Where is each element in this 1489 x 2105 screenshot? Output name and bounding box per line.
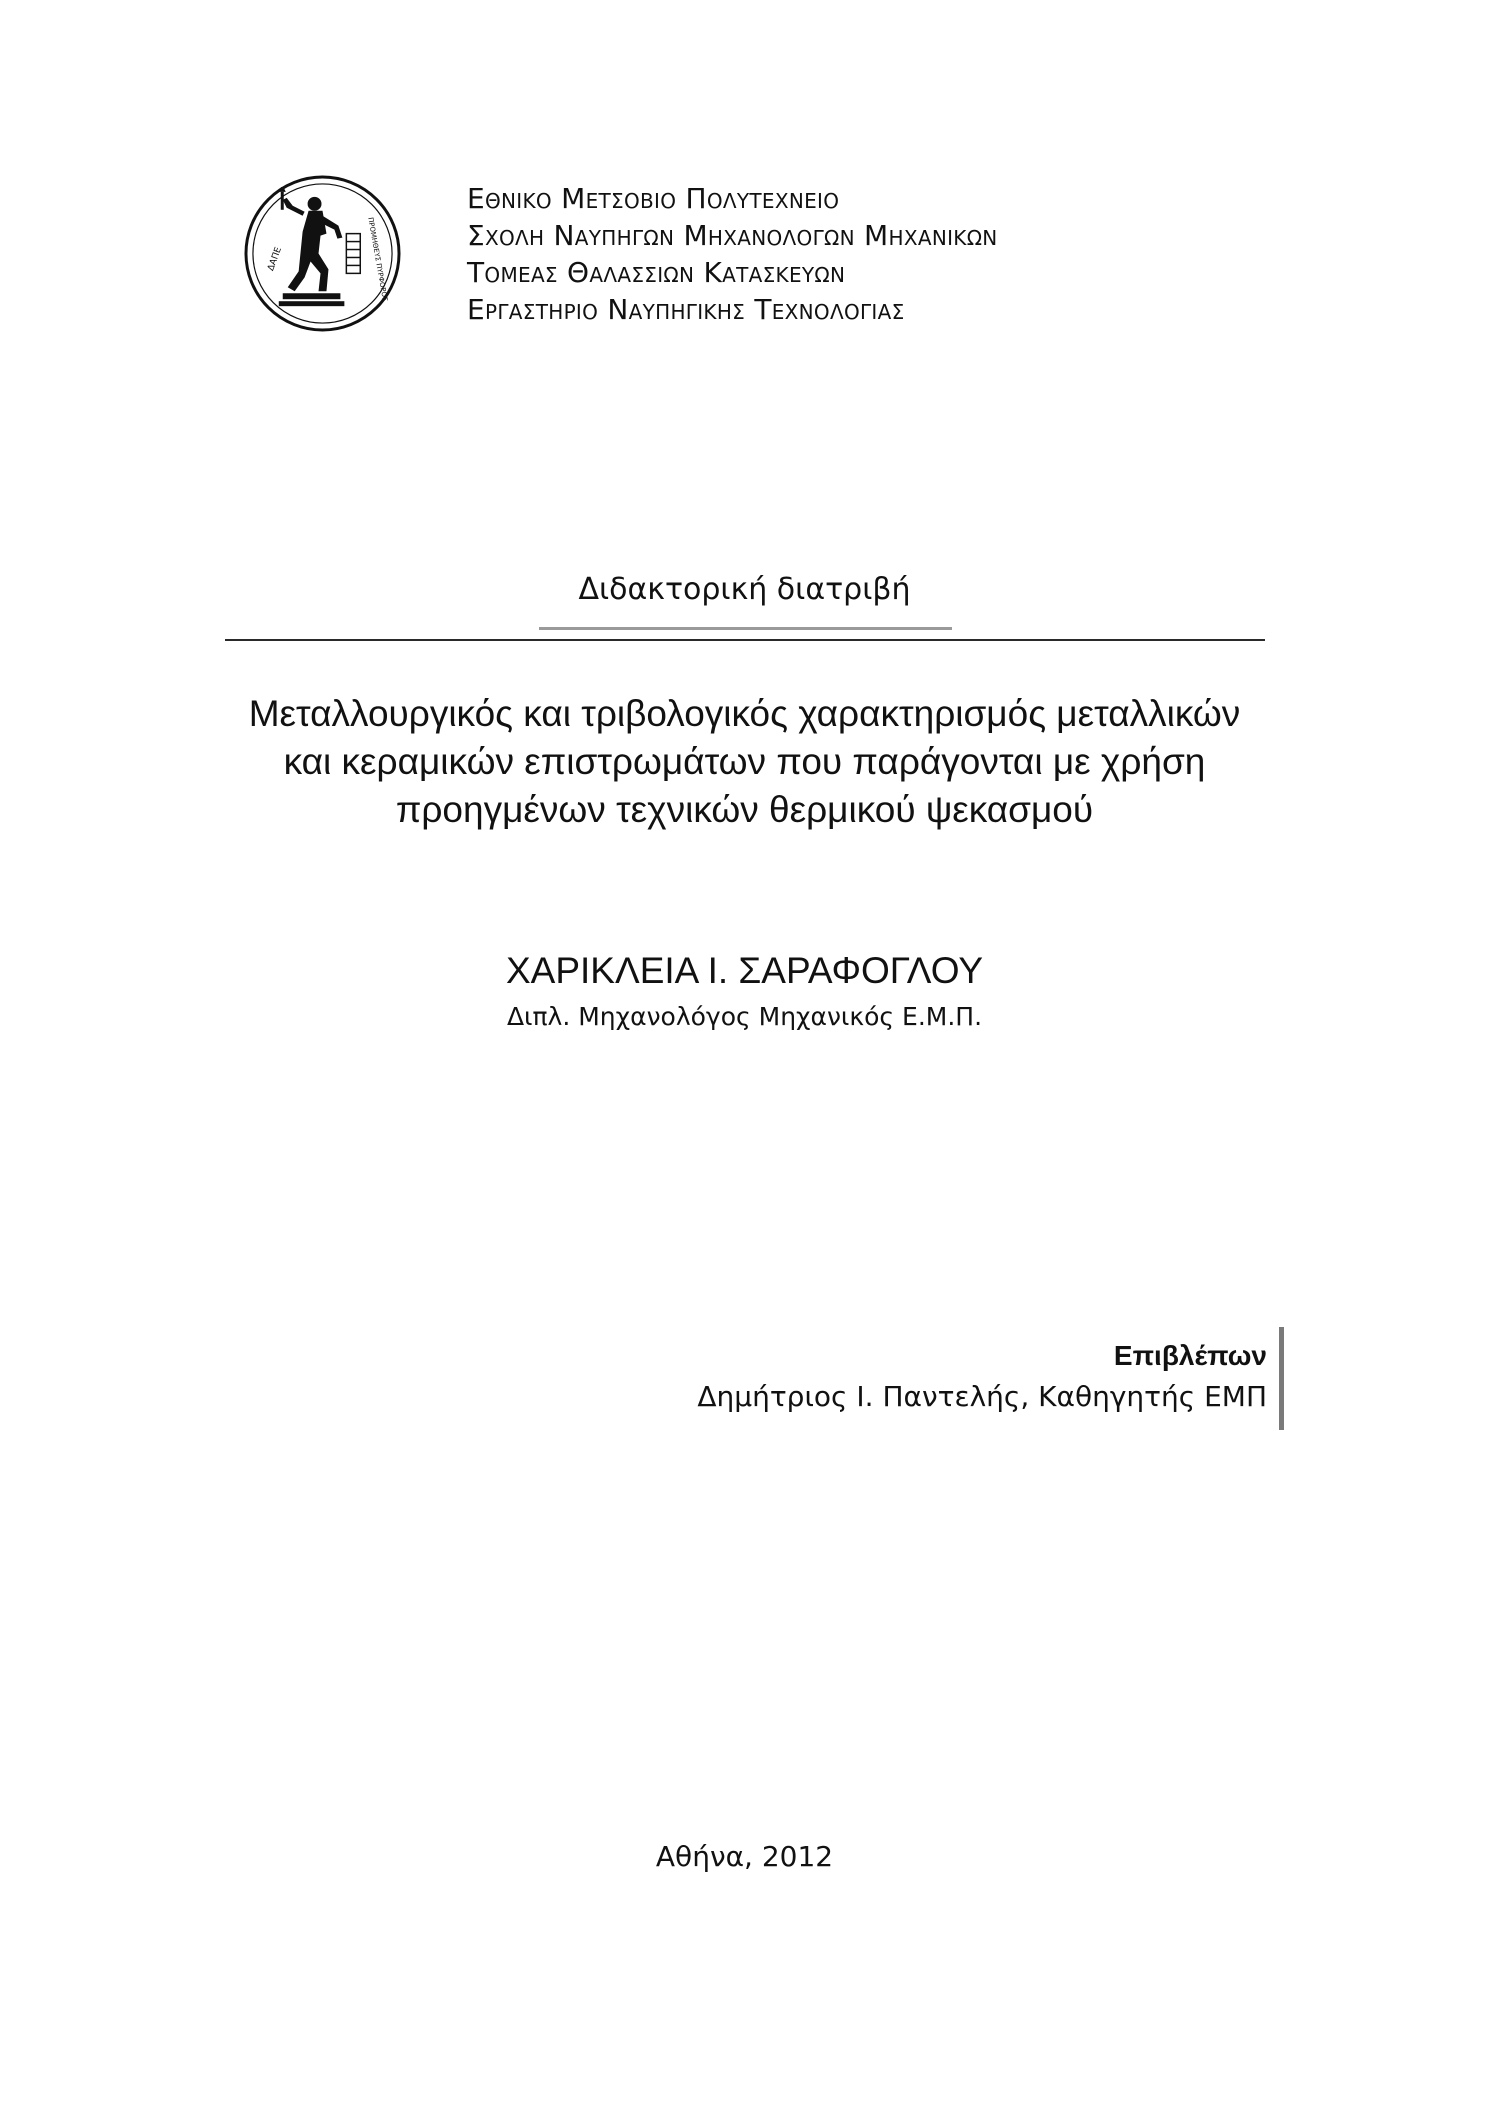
institution-laboratory: Εργαστηριο Ναυπηγικης Τεχνολογιας: [467, 293, 905, 326]
supervisor-accent-bar: [1279, 1327, 1284, 1430]
seal-inscription-left: ΔΑΠΕ: [266, 245, 285, 273]
place-and-year: Αθήνα, 2012: [655, 1840, 834, 1873]
document-type: Διδακτορική διατριβή: [578, 572, 911, 607]
institution-university: Εθνικο Μετσοβιο Πολυτεχνειο: [467, 182, 840, 215]
author-degree: Διπλ. Μηχανολόγος Μηχανικός Ε.Μ.Π.: [506, 1002, 983, 1031]
seal-inscription-right: ΠΡΟΜΗΘΕΥΣ ΠΥΡΦΟΡΟΣ: [366, 216, 389, 303]
divider-short: [539, 627, 952, 630]
supervisor-name: Δημήτριος Ι. Παντελής, Καθηγητής ΕΜΠ: [697, 1380, 1267, 1413]
thesis-title-line-1: Μεταλλουργικός και τριβολογικός χαρακτηρισμός μεταλλικών: [248, 693, 1241, 734]
thesis-title-line-2: και κεραμικών επιστρωμάτων που παράγονται με χρήση: [283, 741, 1206, 782]
institution-sector: Τομεας Θαλασσιων Κατασκευων: [467, 256, 846, 289]
divider-long: [225, 639, 1265, 641]
thesis-title-line-3: προηγμένων τεχνικών θερμικού ψεκασμού: [395, 789, 1094, 830]
author-name: ΧΑΡΙΚΛΕΙΑ Ι. ΣΑΡΑΦΟΓΛΟΥ: [505, 950, 983, 991]
supervisor-label: Επιβλέπων: [1113, 1340, 1267, 1371]
thesis-title: [150, 690, 1339, 834]
institution-school: Σχολη Ναυπηγων Μηχανολογων Μηχανικων: [467, 219, 998, 252]
institution-block: [467, 180, 998, 328]
university-seal-logo: [243, 174, 402, 333]
